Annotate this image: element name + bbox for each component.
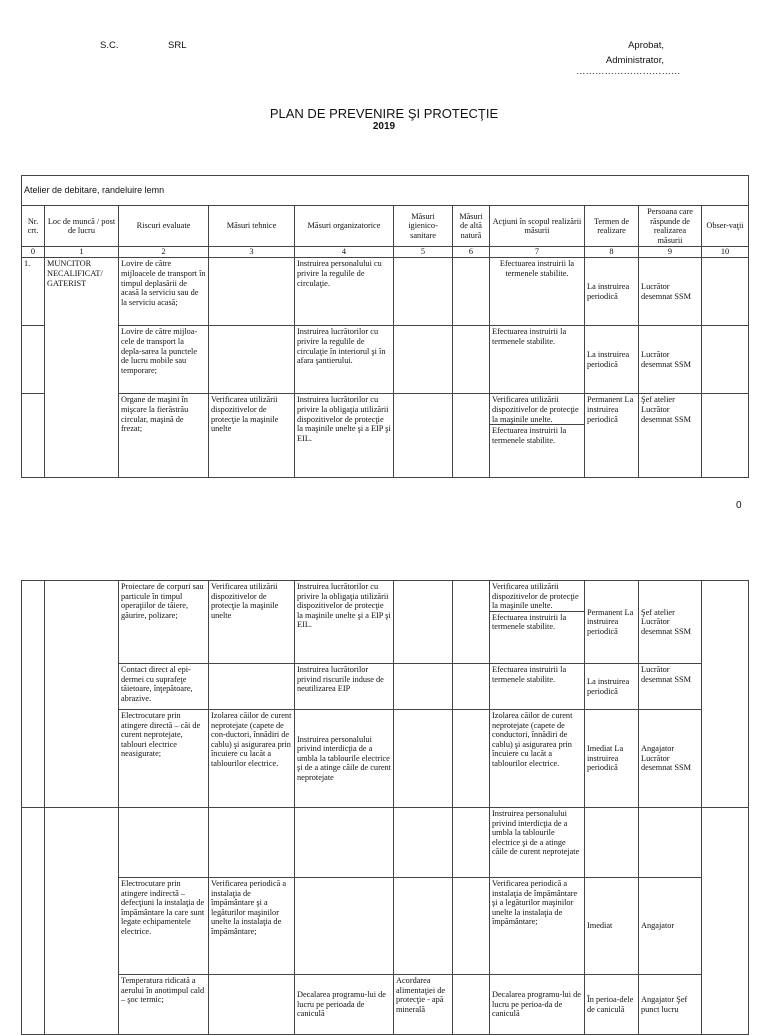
column-header: Acţiuni în scopul realizării măsurii [490,206,585,247]
hygiene-measures-cell [394,394,453,478]
approved-label: Aprobat, [628,40,664,51]
deadline-cell: Permanent La instruirea periodică [585,394,639,478]
risk-cell: Electrocutare prin atingere directă – căi de curent neprotejate, tablouri electrice neasigurate; [119,710,209,808]
organizational-measures-cell [295,808,394,878]
column-header: Nr. crt. [22,206,45,247]
hygiene-measures-cell [394,710,453,808]
column-number: 1 [45,247,119,258]
observations-cell [702,808,749,1035]
row-number: 1. [22,258,45,326]
column-header: Măsuri tehnice [209,206,295,247]
signature-line: …………………………… [576,66,681,77]
actions-text: Verificarea utilizării dispozitivelor de protecţie la maşinile unelte. [492,582,579,611]
technical-measures-cell [209,258,295,326]
responsible-cell [639,808,702,878]
observations-cell [702,394,749,478]
other-measures-cell [453,975,490,1035]
other-measures-cell [453,258,490,326]
prevention-plan-table [21,175,749,478]
risk-cell: Lovire de către mijloa-cele de transport la depla-sarea la punctele de lucru mobile sau temporare; [119,326,209,394]
responsible-cell: Şef atelier Lucrător desemnat SSM [639,394,702,478]
other-measures-cell [453,808,490,878]
column-header: Riscuri evaluate [119,206,209,247]
responsible-cell: Şef atelier Lucrător desemnat SSM [639,581,702,664]
document-title: PLAN DE PREVENIRE ŞI PROTECŢIE [269,106,499,121]
risk-cell: Proiectare de corpuri sau particule în timpul operaţiilor de tăiere, găurire, polizare; [119,581,209,664]
other-measures-cell [453,664,490,710]
other-measures-cell [453,581,490,664]
hygiene-measures-cell [394,581,453,664]
column-number: 2 [119,247,209,258]
risk-cell: Contact direct al epi-dermei cu suprafeţe tăietoare, înţepătoare, abrazive. [119,664,209,710]
deadline-cell: Imediat [585,878,639,975]
page-number: 0 [736,500,742,511]
actions-cell: Efectuarea instruirii la termenele stabilite. [490,258,585,326]
deadline-cell: Imediat La instruirea periodică [585,710,639,808]
actions-cell: Decalarea programu-lui de lucru pe perioa-da de caniculă [490,975,585,1035]
table-row [22,664,749,710]
organizational-measures-cell: Instruirea lucrătorilor privind riscurile induse de neutilizarea EIP [295,664,394,710]
deadline-cell: La instruirea periodică [585,664,639,710]
administrator-label: Administrator, [605,55,664,66]
risk-cell [119,808,209,878]
column-header: Persoana care răspunde de realizarea măsurii [639,206,702,247]
company-suffix: SRL [168,40,187,51]
table-row [22,326,749,394]
actions-cell: Instruirea personalului privind interdicţia de a umbla la tablourile electrice şi de a atinge căile de curent neprotejate [490,808,585,878]
deadline-cell: La instruirea periodică [585,258,639,326]
work-post: MUNCITOR NECALIFICAT/ GATERIST [45,258,119,478]
organizational-measures-cell: Instruirea personalului privind interdicţia de a umbla la tablourile electrice şi de a atinge căile de curent neprotejate [295,710,394,808]
deadline-cell: Permanent La instruirea periodică [585,581,639,664]
column-header: Loc de muncă / post de lucru [45,206,119,247]
row-number [22,581,45,808]
column-number: 6 [453,247,490,258]
column-number: 4 [295,247,394,258]
table-row [22,808,749,878]
technical-measures-cell [209,975,295,1035]
observations-cell [702,326,749,394]
column-number: 9 [639,247,702,258]
actions-cell: Izolarea căilor de curent neprotejate (capete de conductori, înnădiri de cablu) şi asigurarea prin încuiere cu lacăt a tablourilor electrice. [490,710,585,808]
technical-measures-cell: Verificarea periodică a instalaţia de împământare şi a legăturilor maşinilor unelte la instalaţia de împământare; [209,878,295,975]
column-header: Măsuri igienico-sanitare [394,206,453,247]
row-number [22,808,45,1035]
organizational-measures-cell [295,878,394,975]
column-number-row [22,247,749,258]
table-row [22,394,749,478]
technical-measures-cell [209,664,295,710]
risk-cell: Organe de maşini în mişcare la fierăstrău circular, maşină de frezat; [119,394,209,478]
work-post [45,581,119,808]
table-header-row [22,206,749,247]
actions-cell: Verificarea periodică a instalaţia de împământare şi a legăturilor maşinilor unelte la instalaţia de împământare; [490,878,585,975]
table-row [22,258,749,326]
hygiene-measures-cell [394,808,453,878]
other-measures-cell [453,878,490,975]
organizational-measures-cell: Decalarea programu-lui de lucru pe perioada de caniculă [295,975,394,1035]
column-number: 8 [585,247,639,258]
work-post [45,808,119,1035]
technical-measures-cell: Verificarea utilizării dispozitivelor de protecţie la maşinile unelte [209,581,295,664]
column-number: 0 [22,247,45,258]
hygiene-measures-cell [394,664,453,710]
column-number: 10 [702,247,749,258]
actions-cell [490,394,585,478]
column-header: Termen de realizare [585,206,639,247]
observations-cell [702,581,749,808]
other-measures-cell [453,326,490,394]
technical-measures-cell [209,808,295,878]
actions-cell: Efectuarea instruirii la termenele stabilite. [490,326,585,394]
column-number: 5 [394,247,453,258]
hygiene-measures-cell [394,878,453,975]
actions-cell: Efectuarea instruirii la termenele stabilite. [490,664,585,710]
other-measures-cell [453,710,490,808]
column-number: 7 [490,247,585,258]
technical-measures-cell: Izolarea căilor de curent neprotejate (capete de con-ductori, înnădiri de cablu) şi asigurarea prin încuiere cu lacăt a tablourilor electrice. [209,710,295,808]
hygiene-measures-cell: Acordarea alimentaţiei de protecţie - apă minerală [394,975,453,1035]
responsible-cell: Angajator Şef punct lucru [639,975,702,1035]
table-row [22,710,749,808]
risk-cell: Temperatura ridicată a aerului în anotimpul cald – şoc termic; [119,975,209,1035]
organizational-measures-cell: Instruirea lucrătorilor cu privire la obligaţia utilizării dispozitivelor de protecţie la maşinile unelte şi a EIP şi EIL. [295,581,394,664]
organizational-measures-cell: Instruirea personalului cu privire la regulile de circulaţie. [295,258,394,326]
deadline-cell [585,808,639,878]
deadline-cell: La instruirea periodică [585,326,639,394]
company-prefix: S.C. [100,40,119,51]
responsible-cell: Lucrător desemnat SSM [639,326,702,394]
actions-text-secondary: Efectuarea instruirii la termenele stabilite. [490,424,584,445]
deadline-cell: În perioa-dele de caniculă [585,975,639,1035]
column-header: Măsuri de altă natură [453,206,490,247]
responsible-cell: Lucrător desemnat SSM [639,664,702,710]
organizational-measures-cell: Instruirea lucrătorilor cu privire la regulile de circulaţie în interiorul şi în afara şantierului. [295,326,394,394]
prevention-plan-table-continued [21,580,749,1035]
actions-cell [490,581,585,664]
column-header: Obser-vaţii [702,206,749,247]
document-year: 2019 [372,121,396,132]
observations-cell [702,258,749,326]
hygiene-measures-cell [394,326,453,394]
responsible-cell: Angajator Lucrător desemnat SSM [639,710,702,808]
risk-cell: Lovire de către mijloacele de transport în timpul deplasării de acasă la serviciu sau de la serviciu acasă; [119,258,209,326]
technical-measures-cell [209,326,295,394]
row-number [22,326,45,394]
section-label: Atelier de debitare, randeluire lemn [22,176,749,206]
organizational-measures-cell: Instruirea lucrătorilor cu privire la obligaţia utilizării dispozitivelor de protecţie la maşinile unelte şi a EIP şi EIL. [295,394,394,478]
table-row [22,975,749,1035]
technical-measures-cell: Verificarea utilizării dispozitivelor de protecţie la maşinile unelte [209,394,295,478]
column-header: Măsuri organizatorice [295,206,394,247]
actions-text: Verificarea utilizării dispozitivelor de protecţie la maşinile unelte. [492,395,579,424]
actions-text-secondary: Efectuarea instruirii la termenele stabilite. [490,611,584,632]
row-number [22,394,45,478]
table-row [22,878,749,975]
risk-cell: Electrocutare prin atingere indirectă – defecţiuni la instalaţia de împământare la care sunt legate echipamentele electrice. [119,878,209,975]
other-measures-cell [453,394,490,478]
table-row [22,581,749,664]
responsible-cell: Angajator [639,878,702,975]
column-number: 3 [209,247,295,258]
hygiene-measures-cell [394,258,453,326]
responsible-cell: Lucrător desemnat SSM [639,258,702,326]
